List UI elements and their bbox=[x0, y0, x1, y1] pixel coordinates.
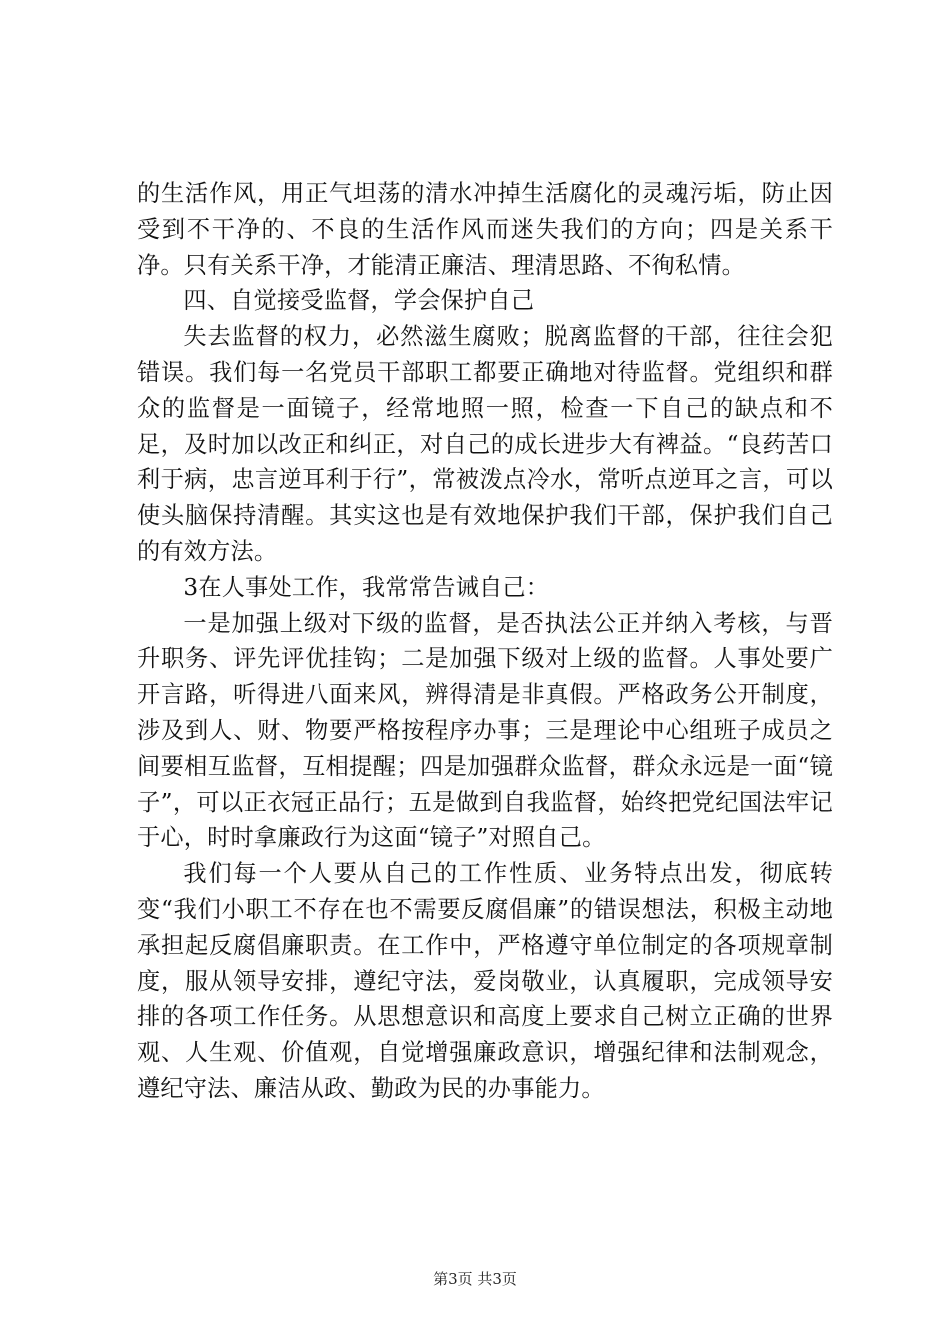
paragraph-3: 失去监督的权力，必然滋生腐败；脱离监督的干部，往往会犯错误。我们每一名党员干部职工都要正确地对待监督。党组织和群众的监督是一面镜子，经常地照一照，检查一下自己的缺点和不足，及时加以改正和纠正，对自己的成长进步大有裨益。“良药苦口利于病，忠言逆耳利于行”，常被泼点冷水，常听点逆耳之言，可以使头脑保持清醒。其实这也是有效地保护我们干部，保护我们自己的有效方法。 bbox=[137, 323, 833, 565]
document-body bbox=[137, 176, 833, 1107]
paragraph-6: 我们每一个人要从自己的工作性质、业务特点出发，彻底转变“我们小职工不存在也不需要反腐倡廉”的错误想法，积极主动地承担起反腐倡廉职责。在工作中，严格遵守单位制定的各项规章制度，服从领导安排，遵纪守法，爱岗敬业，认真履职，完成领导安排的各项工作任务。从思想意识和高度上要求自己树立正确的世界观、人生观、价值观，自觉增强廉政意识，增强纪律和法制观念，遵纪守法、廉洁从政、勤政为民的办事能力。 bbox=[137, 860, 833, 1102]
section-heading-4: 四、自觉接受监督，学会保护自己 bbox=[183, 287, 535, 315]
paragraph-5: 一是加强上级对下级的监督，是否执法公正并纳入考核，与晋升职务、评先评优挂钩；二是加强下级对上级的监督。人事处要广开言路，听得进八面来风，辨得清是非真假。严格政务公开制度，涉及到人、财、物要严格按程序办事；三是理论中心组班子成员之间要相互监督，互相提醒；四是加强群众监督，群众永远是一面“镜子”，可以正衣冠正品行；五是做到自我监督，始终把党纪国法牢记于心，时时拿廉政行为这面“镜子”对照自己。 bbox=[137, 609, 833, 852]
paragraph-4: 3在人事处工作，我常常告诫自己： bbox=[183, 573, 550, 601]
page-number-footer: 第3页 共3页 bbox=[433, 1270, 517, 1288]
paragraph-1: 的生活作风，用正气坦荡的清水冲掉生活腐化的灵魂污垢，防止因受到不干净的、不良的生活作风而迷失我们的方向；四是关系干净。只有关系干净，才能清正廉洁、理清思路、不徇私情。 bbox=[137, 180, 833, 279]
